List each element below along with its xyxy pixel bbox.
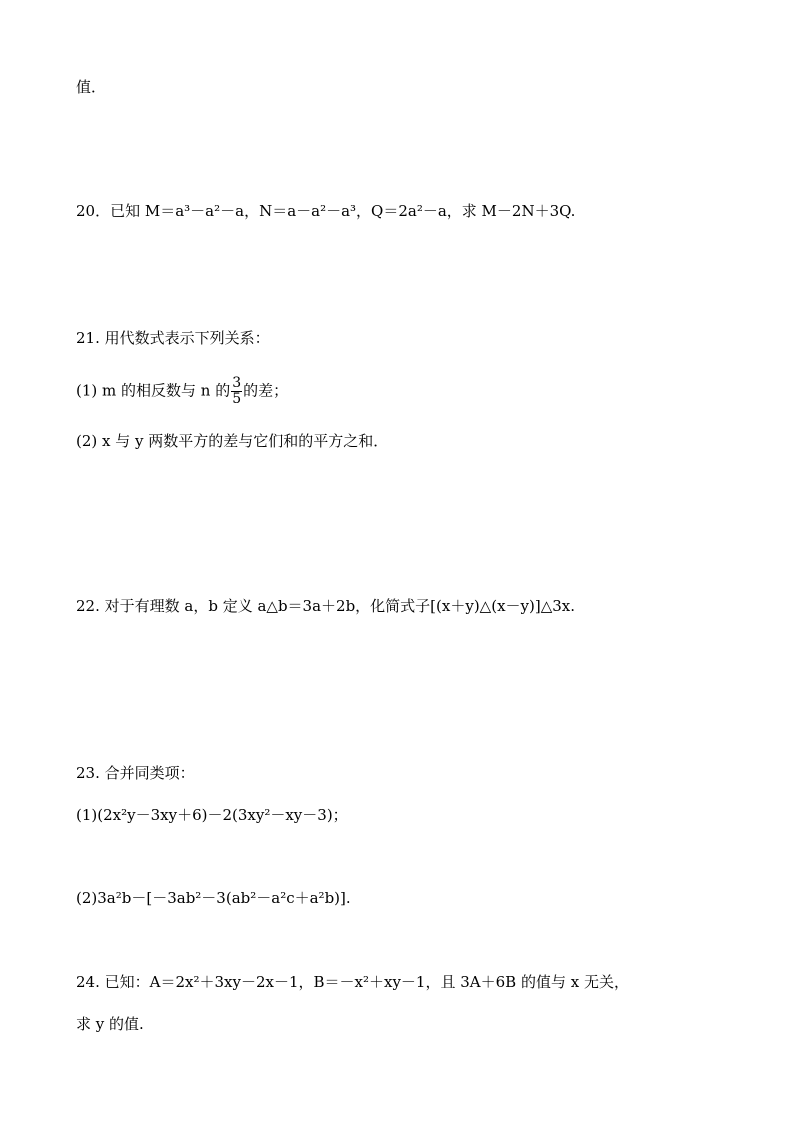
problem-23-part-2: (2)3a²b－[－3ab²－3(ab²－a²c＋a²b)]. <box>76 889 351 907</box>
problem-23-part-1: (1)(2x²y－3xy＋6)－2(3xy²－xy－3)； <box>76 806 348 824</box>
continued-text: 值． <box>76 78 107 96</box>
problem-21-heading: 21. 用代数式表示下列关系： <box>76 329 270 347</box>
problem-24-line-1: 24. 已知：A＝2x²＋3xy－2x－1，B＝－x²＋xy－1，且 3A＋6B 的值与 x 无关， <box>76 973 629 991</box>
problem-20: 20．已知 M＝a³－a²－a，N＝a－a²－a³，Q＝2a²－a，求 M－2N＋3Q. <box>76 202 576 220</box>
fraction-three-fifths <box>231 376 242 407</box>
problem-23-heading: 23. 合并同类项： <box>76 764 195 782</box>
problem-24-line-2: 求 y 的值. <box>76 1015 144 1033</box>
problem-21-part-1 <box>76 376 288 407</box>
problem-21-part-2: (2) x 与 y 两数平方的差与它们和的平方之和． <box>76 432 389 450</box>
part-1-text: (1) m 的相反数与 n 的 <box>76 381 231 400</box>
fraction-numerator: 3 <box>232 375 242 391</box>
problem-22: 22. 对于有理数 a，b 定义 a△b＝3a＋2b，化简式子[(x＋y)△(x－y)]△3x. <box>76 597 576 615</box>
part-1-text-end: 的差； <box>243 381 289 400</box>
fraction-denominator: 5 <box>232 391 242 407</box>
